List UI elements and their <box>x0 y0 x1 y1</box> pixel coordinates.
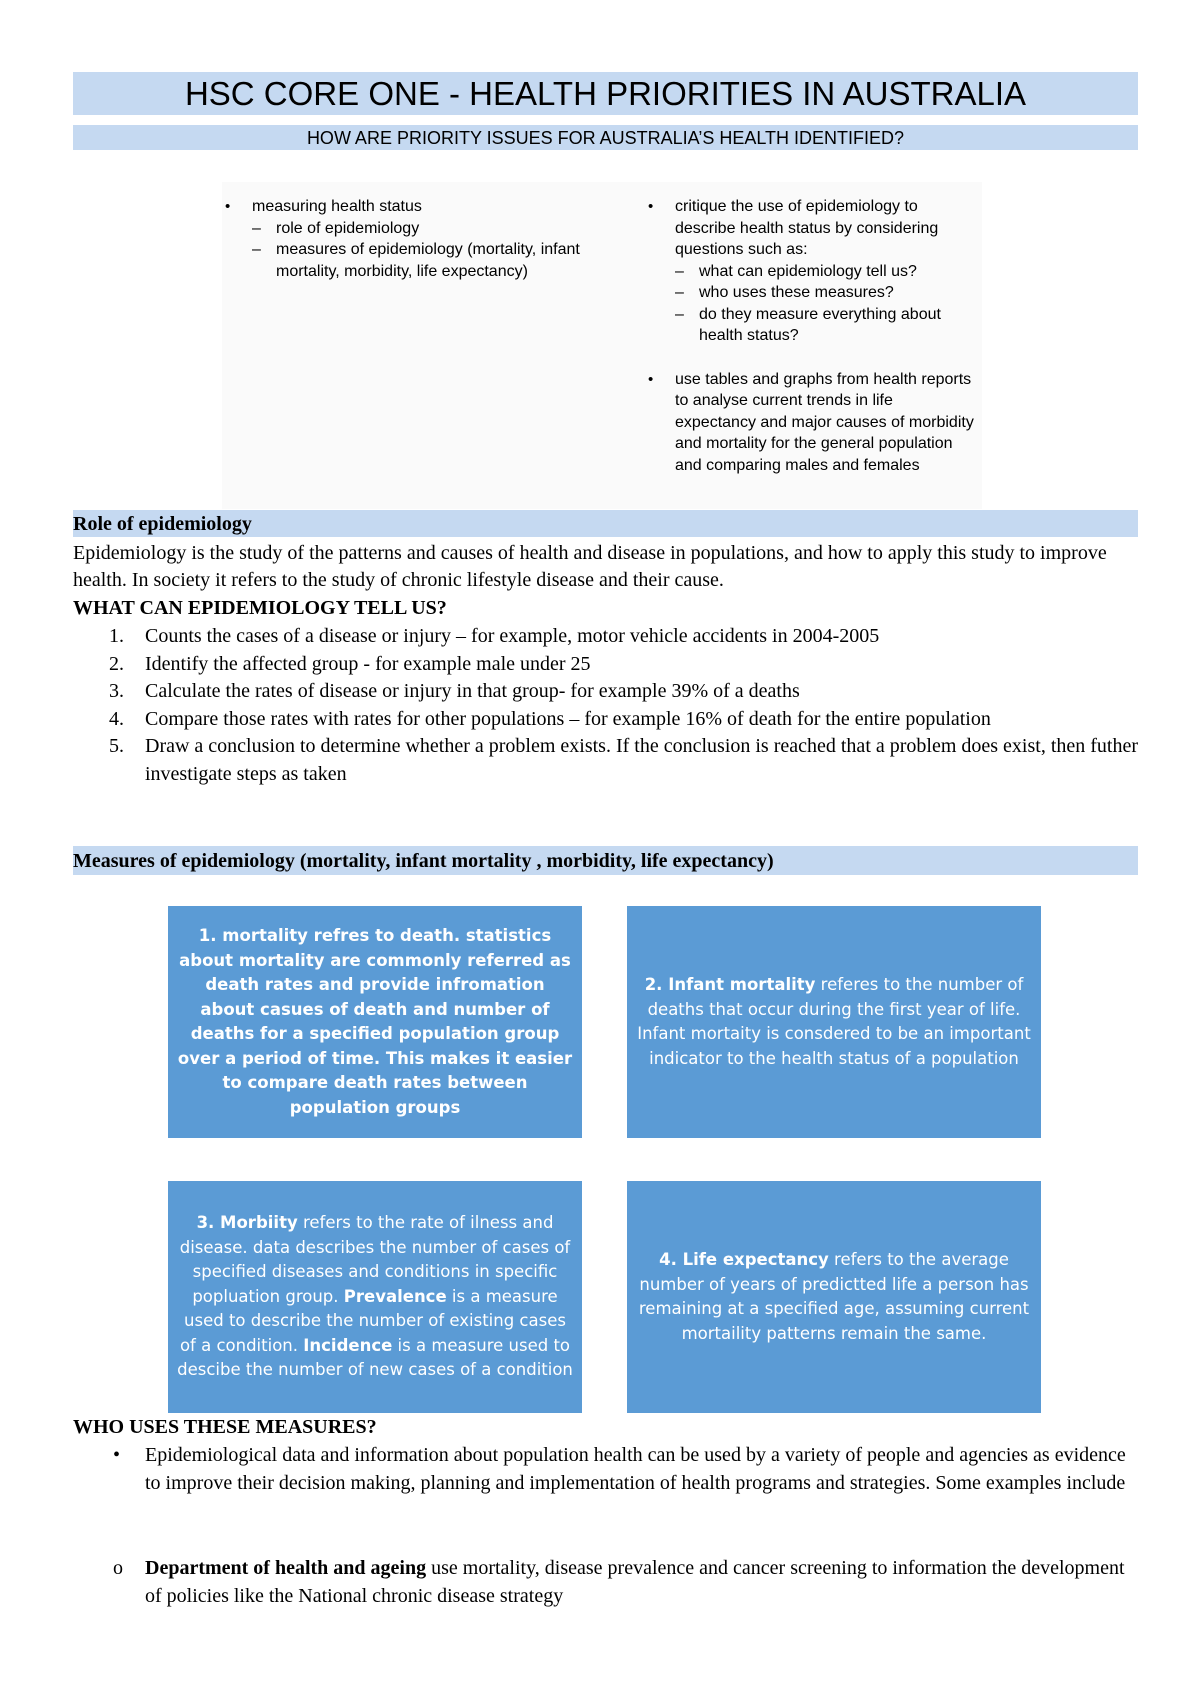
morbidity-box <box>168 1181 582 1413</box>
infant-mortality-box <box>627 906 1041 1138</box>
infant-mortality-box-text: 2. Infant mortality referes to the number of deaths that occur during the first year of life. Infant mortaity is consdered to be an important indicator to the health status of a population <box>637 975 1031 1068</box>
morbidity-box-text: 3. Morbiity refers to the rate of ilness and disease. data describes the number of cases of specified diseases and conditions in specific popluation group. Prevalence is a measure used to describe the number of existing cases of a condition. Incidence is a measure used to descibe the number of new cases of a condition <box>177 1213 573 1380</box>
list-item: o Department of health and ageing use mortality, disease prevalence and cancer screening to information the development of policies like the National chronic disease strategy <box>113 1557 1125 1607</box>
mortality-box <box>168 906 582 1138</box>
list-item: 4. Compare those rates with rates for other populations – for example 16% of death for the entire population <box>109 707 991 730</box>
bullet-icon: • <box>113 1444 121 1466</box>
syllabus-sublist <box>675 261 975 347</box>
list-item: 3. Calculate the rates of disease or injury in that group- for example 39% of a deaths <box>109 680 800 702</box>
mortality-box-text: 1. mortality refres to death. statistics about mortality are commonly referred as death rates and provide infromation about casues of death and number of deaths for a specified population group over a period of time. This makes it easier to compare death rates between population groups <box>177 926 573 1117</box>
syllabus-bullet: • use tables and graphs from health reports to analyse current trends in life expectancy and major causes of morbidity and mortality for the general population and comparing males and females <box>645 369 975 477</box>
syllabus-dash-item: – what can epidemiology tell us? <box>675 261 975 283</box>
uses-sub-list <box>73 1555 1143 1610</box>
section-heading-role: Role of epidemiology <box>73 510 1138 537</box>
syllabus-left-column <box>222 196 622 304</box>
role-paragraph: Epidemiology is the study of the patterns and causes of health and disease in populations, and how to apply this study to improve health. In society it refers to the study of chronic lifestyle disease and their cause. <box>73 542 1107 591</box>
syllabus-right-column <box>645 196 975 498</box>
life-expectancy-box-text: 4. Life expectancy refers to the average number of years of predictted life a person has remaining at a specified age, assuming current mortaility patterns remain the same. <box>638 1250 1030 1343</box>
question-who-uses-these-measures: WHO USES THESE MEASURES? <box>73 1416 377 1438</box>
steps-list <box>73 623 1143 788</box>
syllabus-excerpt <box>222 182 982 509</box>
syllabus-dash-item: – measures of epidemiology (mortality, infant mortality, morbidity, life expectancy) <box>252 239 622 282</box>
list-item: 5. Draw a conclusion to determine whether a problem exists. If the conclusion is reached that a problem does exist, then futher investigate steps as taken <box>109 735 1139 785</box>
page-title: HSC CORE ONE - HEALTH PRIORITIES IN AUSTRALIA <box>73 72 1138 115</box>
circle-marker: o <box>113 1557 123 1579</box>
section-heading-measures: Measures of epidemiology (mortality, infant mortality , morbidity, life expectancy) <box>73 846 1138 875</box>
syllabus-bullet: • measuring health status – role of epidemiology – measures of epidemiology (mortality, infant mortality, morbidity, life expectancy) <box>222 196 622 282</box>
question-what-can-epidemiology-tell-us: WHAT CAN EPIDEMIOLOGY TELL US? <box>73 597 447 619</box>
list-item: 2. Identify the affected group - for example male under 25 <box>109 652 591 675</box>
syllabus-dash-item: – role of epidemiology <box>252 218 622 240</box>
syllabus-bullet: • critique the use of epidemiology to describe health status by considering questions such as: – what can epidemiology tell us? – who uses these measures? – do they measure everything about health status? <box>645 196 975 347</box>
list-item: 1. Counts the cases of a disease or injury – for example, motor vehicle accidents in 2004-2005 <box>109 625 880 647</box>
syllabus-dash-item: – do they measure everything about health status? <box>675 304 975 347</box>
syllabus-dash-item: – who uses these measures? <box>675 282 975 304</box>
page-subtitle: HOW ARE PRIORITY ISSUES FOR AUSTRALIA’S HEALTH IDENTIFIED? <box>73 125 1138 150</box>
syllabus-sublist <box>252 218 622 283</box>
life-expectancy-box <box>627 1181 1041 1413</box>
uses-list <box>73 1442 1143 1497</box>
list-item: • Epidemiological data and information about population health can be used by a variety of people and agencies as evidence to improve their decision making, planning and implementation of health programs and strategies. Some examples include <box>113 1444 1126 1494</box>
